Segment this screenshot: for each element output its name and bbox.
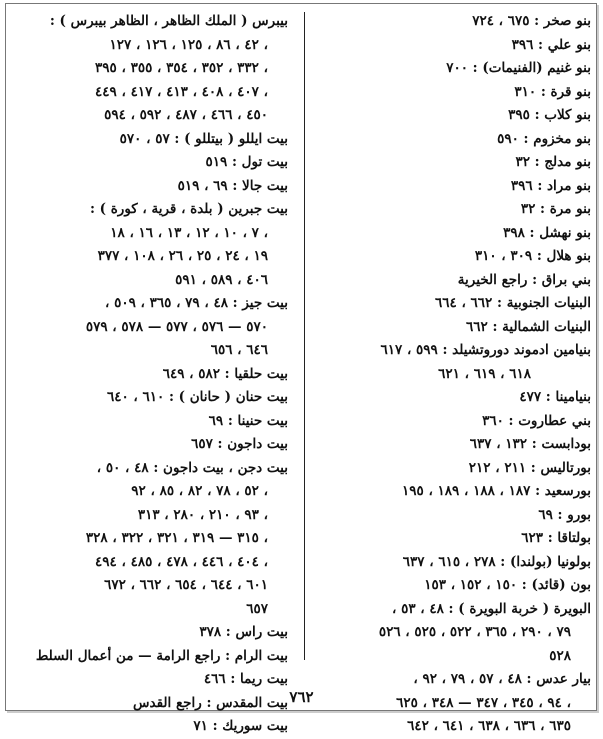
index-entry: بنو هلال : ٣٠٩ ، ٣١٠ [474, 248, 591, 264]
index-entry: البويرة ( خربة البويرة ) : ٤٨ ، ٥٣ ، [392, 600, 591, 617]
index-entry: بيت ريما : ٤٦٦ [203, 671, 288, 687]
index-entry: بني عطاروت : ٣٦٠ [482, 412, 591, 429]
index-entry: البنيات الجنوبية : ٦٦٢ ، ٦٦٤ [435, 295, 591, 311]
index-entry: بيت المقدس : راجع القدس [133, 694, 288, 711]
index-entry: بنو كلاب : ٣٩٥ [508, 107, 591, 123]
index-entry: بيت ايللو ( بيتللو ) : ٥٧ ، ٥٧٠ [119, 130, 288, 147]
index-entry: بورو : ٦٩ [538, 506, 591, 523]
index-entry-continuation: ٧ ، ١٠ ، ١٢ ، ١٣ ، ١٦ ، ١٨ ، [110, 224, 268, 241]
index-entry-continuation: ٦٥٧ [246, 600, 268, 617]
index-entry: بنو علي : ٣٩٦ [511, 36, 591, 53]
index-entry-continuation: ٣٣٢ ، ٣٥٢ ، ٣٥٤ ، ٣٥٥ ، ٣٩٥ ، [95, 60, 268, 76]
index-entry: بون (قائد) : ١٥٠ ، ١٥٢ ، ١٥٣ [424, 577, 591, 593]
index-entry-continuation: ٦٤٦ ، ٦٥٦ [210, 342, 268, 358]
index-entry: بيت سوريك : ٧١ [193, 718, 288, 734]
index-entry: بورسعيد : ١٨٧ ، ١٨٨ ، ١٨٩ ، ١٩٥ [402, 483, 591, 499]
index-entry: بيت حنان ( حانان ) : ٦١٠ ، ٦٤٠ [106, 389, 288, 405]
index-entry: بنو مرة : ٣٢ [520, 201, 591, 217]
index-entry: بودابست : ١٣٢ ، ٦٣٧ [469, 436, 591, 452]
index-entry: بنو مراد : ٣٩٦ [510, 177, 591, 194]
index-entry-continuation: ٥٢٨ [549, 647, 571, 664]
index-entry: بني براق : راجع الخيرية [457, 271, 591, 288]
index-entry: بيت راس : ٣٧٨ [199, 624, 288, 640]
index-entry-continuation: ٣١٥ — ٣١٩ ، ٣٢١ ، ٣٢٢ ، ٣٢٨ ، [85, 530, 268, 546]
index-entry-continuation: ٥٧٠ — ٥٧٦ ، ٥٧٧ — ٥٧٨ ، ٥٧٩ [85, 318, 268, 335]
index-entry-continuation: ٦٣٥ ، ٦٣٦ ، ٦٣٨ ، ٦٤١ ، ٦٤٢ [407, 718, 571, 734]
index-entry: البنيات الشمالية : ٦٦٢ [465, 318, 591, 335]
index-entry-continuation: ٧٩ ، ٢٩٠ ، ٣٦٥ ، ٥٢٢ ، ٥٢٥ ، ٥٢٦ [378, 624, 571, 640]
page-number: ٧٦٢ [289, 688, 314, 706]
index-entry-continuation: ٦٠١ ، ٦٤٤ ، ٦٥٤ ، ٦٦٢ ، ٦٧٢ [104, 577, 268, 593]
index-entry-continuation: ٥٢ ، ٧٨ ، ٨٢ ، ٨٥ ، ٩٢ ، [131, 483, 268, 499]
index-entry: بيت دجن ، بيت داجون : ٤٨ ، ٥٠ ، [96, 459, 288, 476]
index-entry-continuation: ٤٠٦ ، ٥٨٩ ، ٥٩١ [175, 271, 268, 288]
index-entry-continuation: ٩٣ ، ٢١٠ ، ٢٨٠ ، ٣١٣ ، [137, 506, 268, 523]
index-entry: بنو قرة : ٣١٠ [514, 83, 591, 100]
index-entry-continuation: ٦١٨ ، ٦١٩ ، ٦٢١ [438, 365, 531, 382]
index-entry: بيبرس ( الملك الظاهر ، الظاهر بيبرس ) : [49, 13, 288, 29]
index-entry: بيت تول : ٥١٩ [205, 154, 288, 170]
index-entry: بيت الرام : راجع الرامة — من أعمال السلط [35, 647, 288, 664]
index-entry: بيت حنينا : ٦٩ [208, 412, 288, 429]
index-entry: بنو غنيم (الفنيمات) : ٧٠٠ [446, 60, 591, 76]
index-entry: بنو نهشل : ٣٩٨ [503, 224, 591, 241]
index-entry: بيت حلقيا : ٥٨٢ ، ٦٤٩ [162, 365, 288, 382]
index-entry: بيار عدس : ٤٨ ، ٥٧ ، ٧٩ ، ٩٢ ، [413, 671, 591, 687]
index-entry-continuation: ٤٥٠ ، ٤٦٦ ، ٤٨٧ ، ٥٩٢ ، ٥٩٤ [104, 107, 268, 123]
index-entry: بولونيا (بولندا) : ٢٧٨ ، ٦١٥ ، ٦٣٧ [402, 553, 591, 570]
index-entry: بيت جيز : ٤٨ ، ٧٩ ، ٣٦٥ ، ٥٠٩ ، [105, 295, 288, 311]
index-entry: بيت داجون : ٦٥٧ [191, 436, 288, 452]
index-entry: بيت جبرين ( بلدة ، قرية ، كورة ) : [89, 201, 288, 217]
index-entry: بورتاليس : ٢١١ ، ٢١٢ [468, 459, 591, 476]
index-entry-continuation: ٩٤ ، ٣٤٥ ، ٣٤٧ — ٣٤٨ ، ٦٢٥ ، [396, 694, 571, 711]
index-column-right [317, 10, 591, 739]
index-entry: بنيامينا : ٤٧٧ [519, 389, 591, 405]
index-entry-continuation: ٤٠٤ ، ٤٤٦ ، ٤٧٨ ، ٤٨٥ ، ٤٩٤ ، [95, 553, 268, 570]
index-entry-continuation: ٤٢ ، ٨٦ ، ١٢٥ ، ١٢٦ ، ١٢٧ ، [109, 36, 268, 53]
index-column-left [14, 10, 288, 739]
index-entry: بنيامين ادموند دوروتشيلد : ٥٩٩ ، ٦١٧ [380, 342, 591, 358]
index-entry: بنو مدلج : ٣٢ [515, 154, 591, 170]
index-entry: بولتاقا : ٦٢٣ [521, 530, 591, 546]
index-entry-continuation: ١٩ ، ٢٤ ، ٢٥ ، ٢٦ ، ١٠٨ ، ٣٧٧ [97, 248, 268, 264]
index-entry: بنو مخزوم : ٥٩٠ [497, 130, 591, 147]
index-entry-continuation: ٤٠٧ ، ٤٠٨ ، ٤١٣ ، ٤١٧ ، ٤٤٩ ، [95, 83, 268, 100]
index-entry: بيت جالا : ٦٩ ، ٥١٩ [177, 177, 288, 194]
column-divider [304, 12, 305, 660]
index-entry: بنو صخر : ٦٧٥ ، ٧٢٤ [472, 13, 591, 29]
